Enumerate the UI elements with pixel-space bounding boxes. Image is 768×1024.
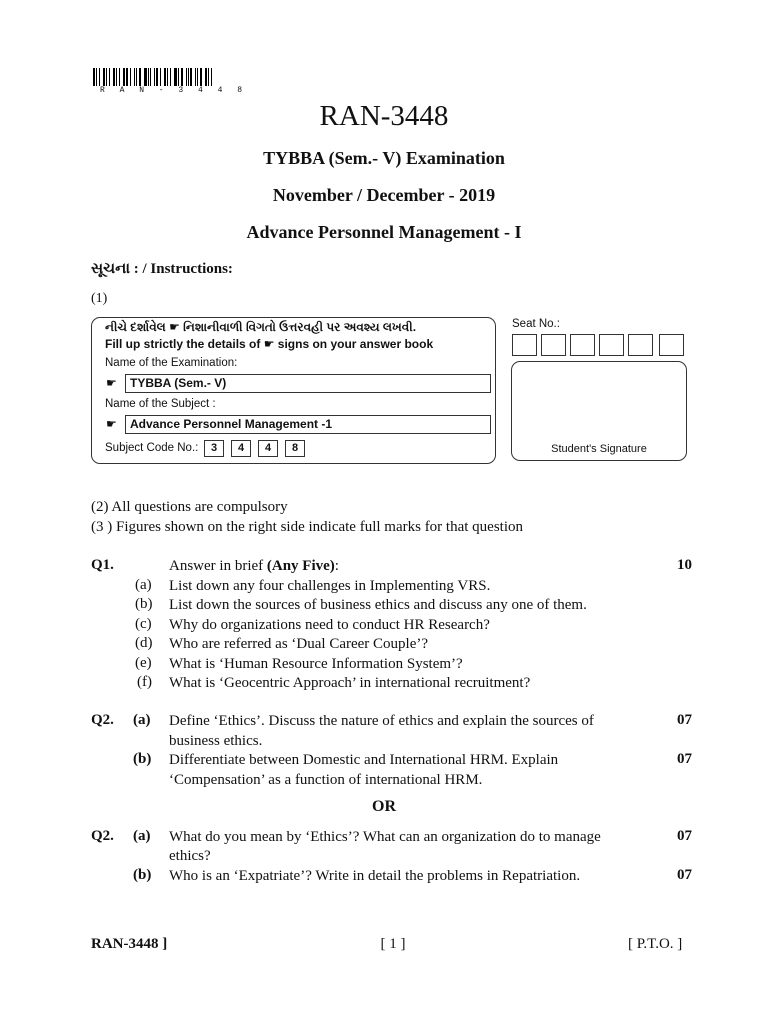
sub-question-text: Differentiate between Domestic and International HRM. Explain bbox=[169, 752, 559, 768]
sub-question-label: (d) bbox=[135, 635, 153, 651]
barcode-bar bbox=[211, 68, 212, 86]
subject-title: Advance Personnel Management - I bbox=[246, 222, 522, 242]
barcode-bar bbox=[197, 68, 198, 86]
barcode-bar bbox=[119, 68, 120, 86]
subject-code-digit: 8 bbox=[285, 440, 305, 457]
sub-question-label: (a) bbox=[133, 712, 151, 728]
question-number: Q1. bbox=[91, 557, 114, 573]
subject-code-digit: 4 bbox=[258, 440, 278, 457]
marks: 07 bbox=[677, 712, 692, 728]
sub-question-label: (f) bbox=[137, 674, 152, 690]
barcode-bar bbox=[106, 68, 107, 86]
sub-question-text: List down the sources of business ethics and discuss any one of them. bbox=[169, 597, 587, 613]
pto-label: [ P.T.O. ] bbox=[628, 936, 683, 952]
seat-number-label: Seat No.: bbox=[512, 318, 560, 330]
barcode-bar bbox=[154, 68, 155, 86]
exam-name-label: Name of the Examination: bbox=[105, 357, 238, 369]
sub-question-text: List down any four challenges in Implementing VRS. bbox=[169, 578, 491, 594]
page-number: [ 1 ] bbox=[380, 936, 406, 952]
barcode-bar bbox=[164, 68, 166, 86]
barcode-bar bbox=[96, 68, 97, 86]
barcode-bar bbox=[116, 68, 117, 86]
subject-code-digit: 4 bbox=[231, 440, 251, 457]
barcode bbox=[93, 68, 215, 86]
paper-code: RAN-3448 bbox=[319, 100, 449, 132]
barcode-bar bbox=[178, 68, 179, 86]
sub-question-text: Define ‘Ethics’. Discuss the nature of ethics and explain the sources of bbox=[169, 713, 594, 729]
barcode-bar bbox=[144, 68, 147, 86]
barcode-bar bbox=[160, 68, 161, 86]
q1-prompt: Answer in brief (Any Five): bbox=[169, 558, 339, 574]
or-divider: OR bbox=[372, 798, 396, 815]
barcode-bar bbox=[134, 68, 135, 86]
sub-question-text: ethics? bbox=[169, 848, 211, 864]
sub-question-label: (b) bbox=[133, 867, 152, 883]
pointing-hand-icon: ☛ bbox=[106, 376, 117, 390]
instructions-heading: સૂચના : / Instructions: bbox=[91, 261, 233, 277]
pointing-hand-icon: ☛ bbox=[106, 417, 117, 431]
barcode-bar bbox=[113, 68, 116, 86]
sub-question-label: (a) bbox=[133, 828, 151, 844]
seat-number-cell bbox=[628, 334, 653, 356]
barcode-bar bbox=[150, 68, 151, 86]
sub-question-text: What is ‘Geocentric Approach’ in international recruitment? bbox=[169, 675, 531, 691]
barcode-bar bbox=[181, 68, 183, 86]
question-number: Q2. bbox=[91, 828, 114, 844]
exam-title: TYBBA (Sem.- V) Examination bbox=[263, 148, 505, 168]
barcode-bar bbox=[99, 68, 100, 86]
sub-question-label: (b) bbox=[135, 596, 153, 612]
marks: 07 bbox=[677, 867, 692, 883]
barcode-bar bbox=[136, 68, 137, 86]
seat-number-cell bbox=[599, 334, 624, 356]
instruction-2: (2) All questions are compulsory bbox=[91, 499, 288, 515]
sub-question-label: (b) bbox=[133, 751, 152, 767]
seat-number-cell bbox=[659, 334, 684, 356]
instruction-1-number: (1) bbox=[91, 291, 108, 306]
sub-question-label: (e) bbox=[135, 655, 152, 671]
barcode-bar bbox=[208, 68, 209, 86]
sub-question-text: What do you mean by ‘Ethics’? What can an organization do to manage bbox=[169, 829, 601, 845]
barcode-bar bbox=[148, 68, 149, 86]
seat-number-cell bbox=[512, 334, 537, 356]
barcode-bar bbox=[130, 68, 131, 86]
barcode-bar bbox=[93, 68, 95, 86]
sub-question-text: Who is an ‘Expatriate’? Write in detail the problems in Repatriation. bbox=[169, 868, 581, 884]
subject-code-digit: 3 bbox=[204, 440, 224, 457]
subject-code-label: Subject Code No.: bbox=[105, 442, 199, 454]
exam-name-field: TYBBA (Sem.- V) bbox=[125, 374, 491, 393]
barcode-bar bbox=[170, 68, 171, 86]
sub-question-label: (a) bbox=[135, 577, 152, 593]
sub-question-label: (c) bbox=[135, 616, 152, 632]
barcode-bar bbox=[103, 68, 105, 86]
footer-paper-code: RAN-3448 ] bbox=[91, 936, 168, 952]
barcode-bar bbox=[205, 68, 207, 86]
barcode-bar bbox=[200, 68, 202, 86]
sub-question-text: Who are referred as ‘Dual Career Couple’? bbox=[169, 636, 429, 652]
barcode-bar bbox=[174, 68, 177, 86]
gujarati-instruction: નીચે દર્શાવેલ ☛ નિશાનીવાળી વિગતો ઉત્તરવહી પર અવશ્ય લખવી. bbox=[105, 320, 417, 334]
barcode-bar bbox=[109, 68, 110, 86]
seat-number-cell bbox=[541, 334, 566, 356]
barcode-bar bbox=[195, 68, 196, 86]
seat-number-cell bbox=[570, 334, 595, 356]
marks: 07 bbox=[677, 828, 692, 844]
barcode-bar bbox=[123, 68, 125, 86]
sub-question-text: ‘Compensation’ as a function of international HRM. bbox=[169, 772, 483, 788]
barcode-bar bbox=[186, 68, 187, 86]
sub-question-text: business ethics. bbox=[169, 733, 263, 749]
sub-question-text: What is ‘Human Resource Information System’? bbox=[169, 656, 463, 672]
subject-name-field: Advance Personnel Management -1 bbox=[125, 415, 491, 434]
marks: 07 bbox=[677, 751, 692, 767]
subject-name-label: Name of the Subject : bbox=[105, 398, 216, 410]
barcode-bar bbox=[190, 68, 192, 86]
sub-question-text: Why do organizations need to conduct HR Research? bbox=[169, 617, 490, 633]
barcode-bar bbox=[188, 68, 189, 86]
signature-label: Student's Signature bbox=[551, 443, 647, 455]
q1-marks: 10 bbox=[677, 557, 692, 573]
barcode-bar bbox=[156, 68, 158, 86]
barcode-bar bbox=[126, 68, 128, 86]
fill-up-instruction: Fill up strictly the details of ☛ signs on your answer book bbox=[105, 337, 434, 351]
question-number: Q2. bbox=[91, 712, 114, 728]
barcode-text: R A N - 3 4 4 8 bbox=[100, 86, 248, 95]
barcode-bar bbox=[139, 68, 141, 86]
barcode-bar bbox=[167, 68, 168, 86]
instruction-3: (3 ) Figures shown on the right side indicate full marks for that question bbox=[91, 519, 524, 535]
exam-period: November / December - 2019 bbox=[272, 185, 496, 205]
